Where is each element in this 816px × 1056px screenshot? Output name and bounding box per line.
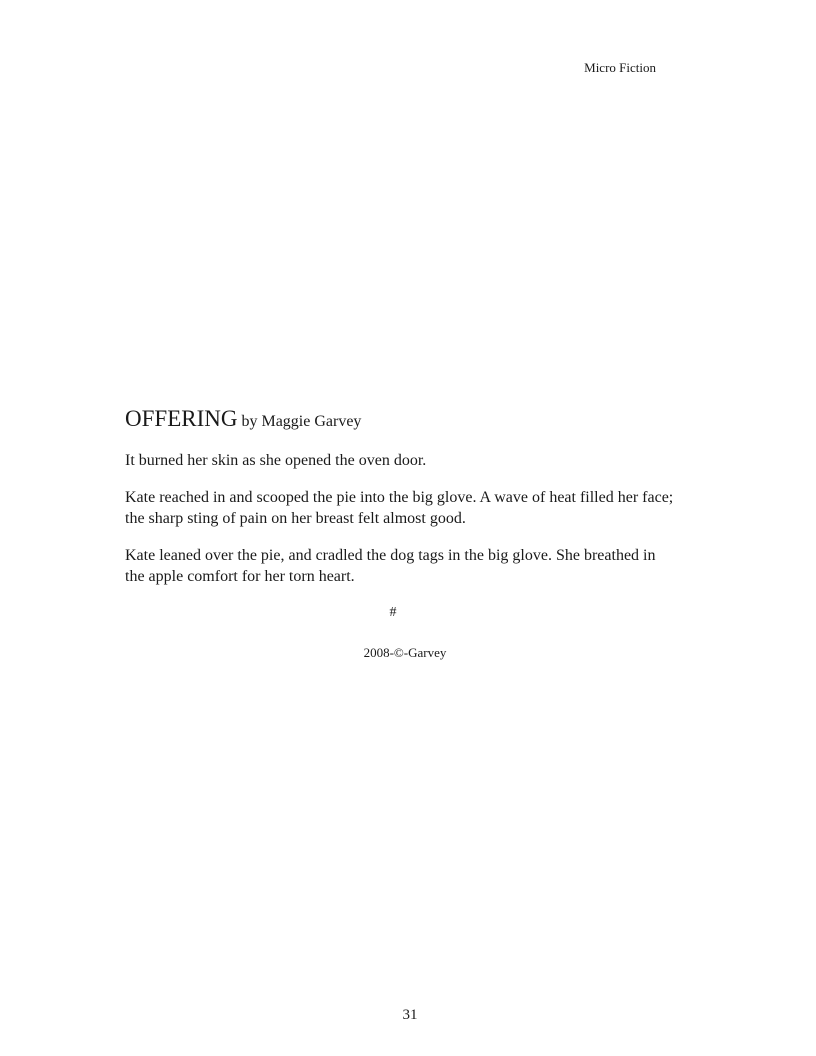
story-byline: by Maggie Garvey <box>241 413 362 430</box>
story-title: OFFERING <box>125 406 238 431</box>
running-header: Micro Fiction <box>584 60 656 75</box>
page-number: 31 <box>402 1007 418 1023</box>
story-paragraph: It burned her skin as she opened the oven door. <box>125 452 427 469</box>
scene-break: # <box>389 605 397 620</box>
copyright-notice: 2008-©-Garvey <box>363 645 447 660</box>
story-heading <box>125 405 685 436</box>
story-paragraph: Kate leaned over the pie, and cradled the dog tags in the big glove. She breathed in the apple comfort for her torn heart. <box>125 547 656 585</box>
story-paragraph: Kate reached in and scooped the pie into the big glove. A wave of heat filled her face; the sharp sting of pain on her breast felt almost good. <box>125 489 674 527</box>
story <box>125 405 685 603</box>
